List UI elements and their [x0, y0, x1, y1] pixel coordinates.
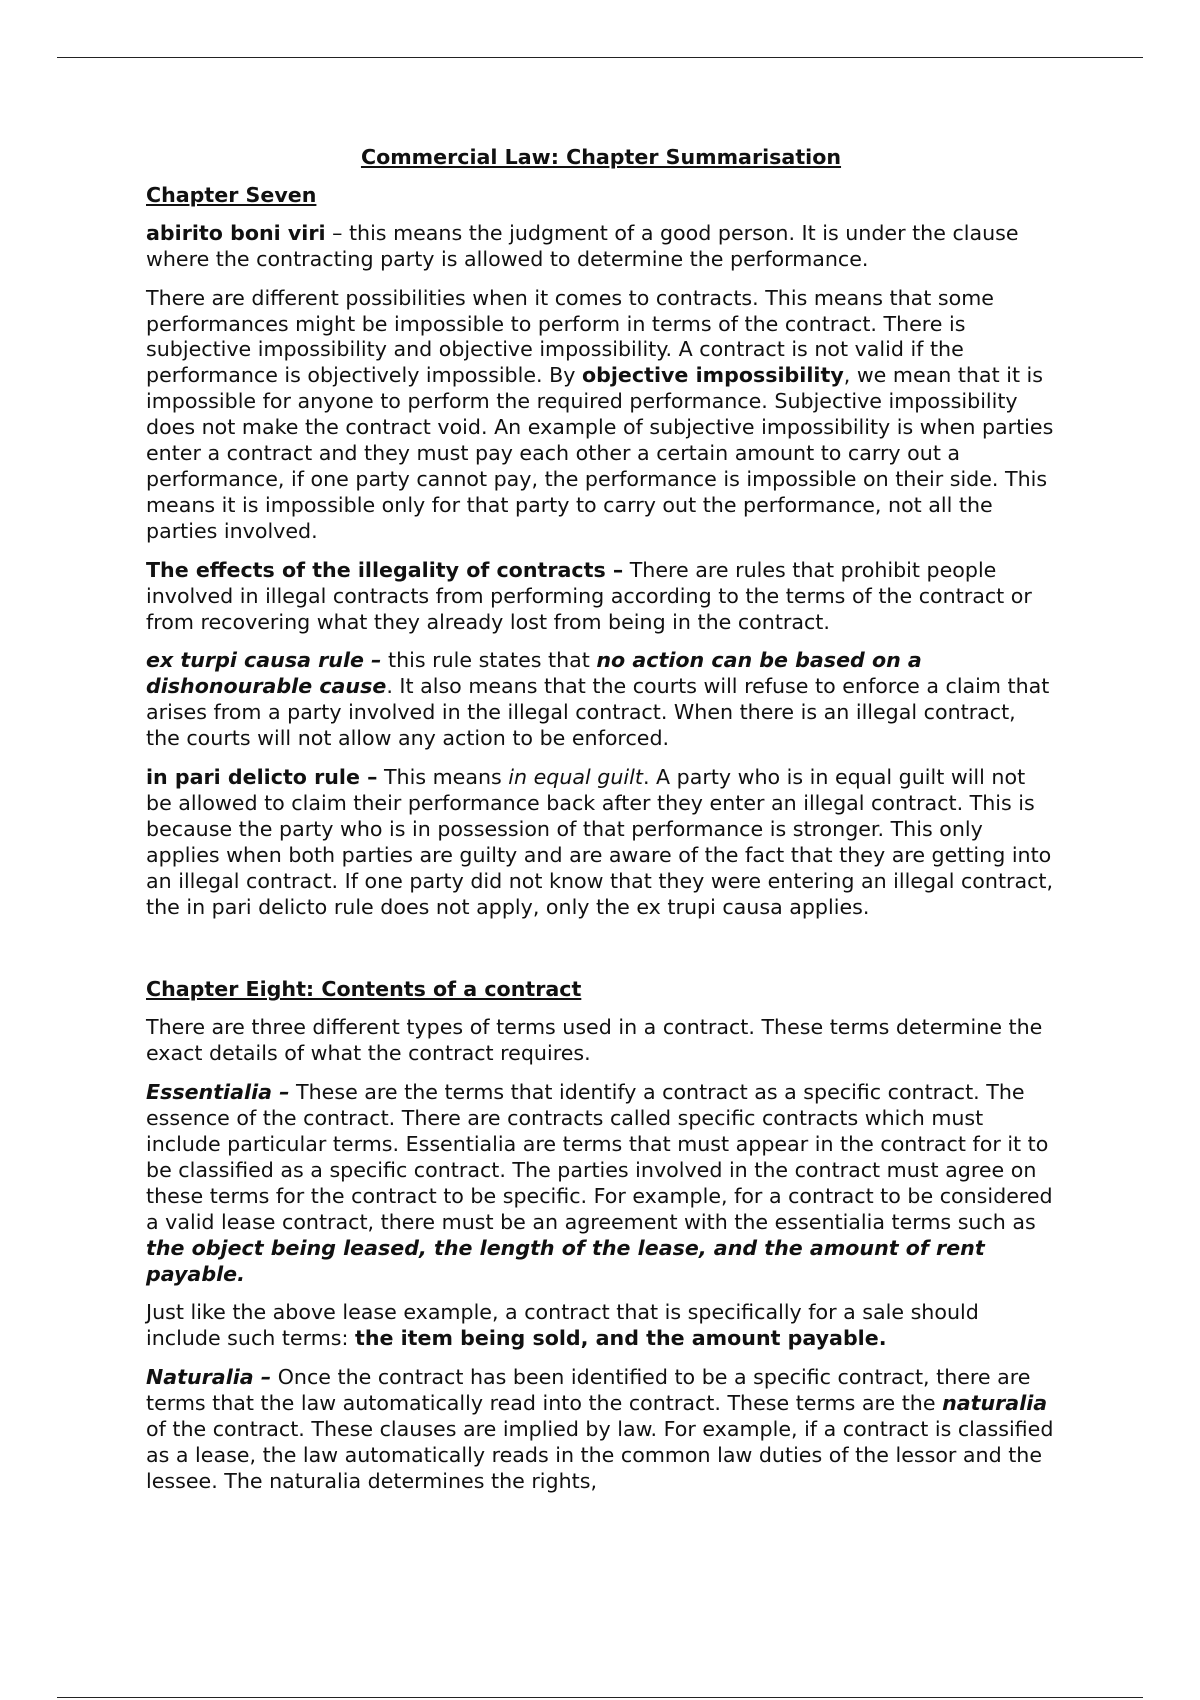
paragraph-illegality-effects — [146, 558, 1056, 636]
section-spacer — [146, 933, 1056, 977]
paragraph-text: this rule states that — [381, 648, 597, 673]
document-body — [146, 145, 1056, 1508]
paragraph-text: . It also means that the courts will refuse to enforce a claim that arises from a party involved in the illegal contract. When there is an illegal contract, the courts will not allow any action to be enforced. — [146, 674, 1050, 751]
emphasis-text: the object being leased, the length of the lease, and the amount of rent payable. — [146, 1235, 985, 1286]
paragraph-sale-example — [146, 1300, 1056, 1352]
term-essentialia — [146, 1080, 290, 1104]
paragraph-text: These are the terms that identify a contract as a specific contract. The essence of the contract. There are contracts called specific contracts which must include particular terms. Essentialia are terms that must appear in the contract for it to be classified as a specific contract. The parties involved in the contract must agree on these terms for the contract to be specific. For example, for a contract to be considered a valid lease contract, there must be an agreement with the essentialia terms such as — [146, 1080, 1053, 1234]
paragraph-text: This means — [377, 765, 509, 790]
term-naturalia — [146, 1365, 271, 1389]
term-abirito-boni-viri: abirito boni viri — [146, 220, 326, 245]
chapter-seven-heading: Chapter Seven — [146, 182, 317, 207]
top-page-rule — [57, 57, 1143, 58]
emphasis-sale-terms: the item being sold, and the amount payable. — [354, 1326, 887, 1351]
paragraph-naturalia — [146, 1365, 1056, 1495]
italic-in-equal-guilt: in equal guilt — [508, 765, 643, 790]
paragraph-types-of-terms — [146, 1015, 1056, 1067]
paragraph-essentialia — [146, 1080, 1056, 1287]
term-objective-impossibility: objective impossibility — [581, 363, 844, 388]
paragraph-text: . A party who is in equal guilt will not be allowed to claim their performance back after they enter an illegal contract. This is because the party who is in possession of that performance is stronger. This only applies when both parties are guilty and are aware of the fact that they are getting into an illegal contract. If one party did not know that they were entering an illegal contract, the in pari delicto rule does not apply, only the ex trupi causa applies. — [146, 765, 1054, 919]
paragraph-in-pari-delicto — [146, 765, 1056, 920]
term-in-pari-delicto: in pari delicto rule – — [146, 765, 378, 790]
paragraph-text: – this means the judgment of a good person. It is under the clause where the contracting party is allowed to determine the performance. — [146, 220, 1019, 271]
paragraph-impossibility — [146, 286, 1056, 545]
paragraph-text: of the contract. These clauses are implied by law. For example, if a contract is classified as a lease, the law automatically reads in the common law duties of the lessor and the lessee. The naturalia determines the rights, — [146, 1417, 1054, 1493]
chapter-eight-heading: Chapter Eight: Contents of a contract — [146, 977, 582, 1002]
emphasis-text: no action can be based on a dishonourable cause — [146, 648, 922, 699]
emphasis-naturalia — [942, 1391, 1047, 1415]
paragraph-ex-turpi-causa — [146, 648, 1056, 752]
paragraph-text: Once the contract has been identified to be a specific contract, there are terms that the law automatically read into the contract. These terms are the — [146, 1365, 1031, 1416]
emphasis-lease-terms — [146, 1236, 985, 1286]
term-text: Essentialia – — [146, 1080, 290, 1105]
term-ex-turpi-causa — [146, 648, 381, 672]
paragraph-text: There are different possibilities when it comes to contracts. This means that some performances might be impossible to perform in terms of the contract. There is subjective impossibility and objective impossibility. A contract is not valid if the performance is objectively impossible. By — [146, 285, 994, 388]
bottom-page-rule — [57, 1697, 1143, 1698]
term-text: Naturalia – — [146, 1365, 272, 1390]
document-title: Commercial Law: Chapter Summarisation — [360, 145, 842, 169]
paragraph-text: , we mean that it is impossible for anyone to perform the required performance. Subjective impossibility does not make the contract void. An example of subjective impossibility is when parties enter a contract and they must pay each other a certain amount to carry out a performance, if one party cannot pay, the performance is impossible on their side. This means it is impossible only for that party to carry out the performance, not all the parties involved. — [146, 363, 1054, 543]
paragraph-abirito-boni-viri — [146, 221, 1056, 273]
emphasis-text: naturalia — [942, 1391, 1048, 1416]
paragraph-text: Just like the above lease example, a contract that is specifically for a sale should include such terms: — [146, 1300, 979, 1351]
paragraph-text: There are rules that prohibit people involved in illegal contracts from performing according to the terms of the contract or from recovering what they already lost from being in the contract. — [146, 557, 1032, 634]
paragraph-text: There are three different types of terms used in a contract. These terms determine the exact details of what the contract requires. — [146, 1015, 1043, 1066]
term-text: ex turpi causa rule – — [146, 648, 382, 673]
term-illegality-effects: The effects of the illegality of contracts – — [146, 557, 624, 582]
